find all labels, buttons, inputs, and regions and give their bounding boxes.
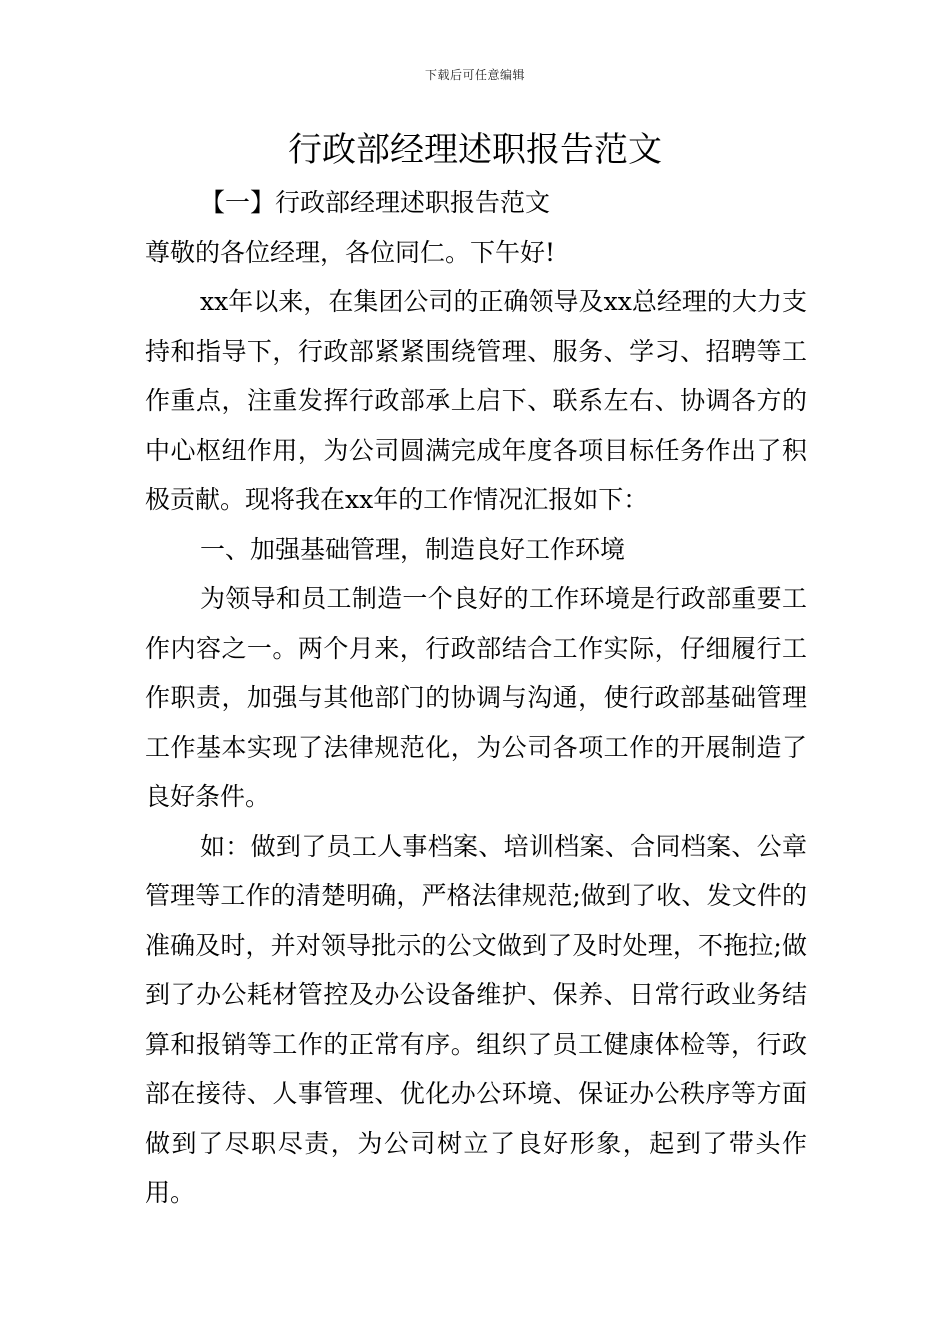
section-heading: 一、加强基础管理，制造良好工作环境 — [200, 534, 626, 564]
header-note: 下载后可任意编辑 — [424, 68, 525, 82]
document-subtitle: 【一】行政部经理述职报告范文 — [200, 188, 551, 217]
document-body — [145, 178, 807, 1218]
document-title: 行政部经理述职报告范文 — [288, 130, 662, 170]
paragraph-section-1: 为领导和员工制造一个良好的工作环境是行政部重要工作内容之一。两个月来，行政部结合工作实际，仔细履行工作职责，加强与其他部门的协调与沟通，使行政部基础管理工作基本实现了法律规范化，为公司各项工作的开展制造了良好条件。 — [145, 584, 807, 811]
paragraph-intro: xx年以来，在集团公司的正确领导及xx总经理的大力支持和指导下，行政部紧紧围绕管理、服务、学习、招聘等工作重点，注重发挥行政部承上启下、联系左右、协调各方的中心枢纽作用，为公司圆满完成年度各项目标任务作出了积极贡献。现将我在xx年的工作情况汇报如下： — [145, 287, 807, 514]
paragraph-examples: 如：做到了员工人事档案、培训档案、合同档案、公章管理等工作的清楚明确，严格法律规范;做到了收、发文件的准确及时，并对领导批示的公文做到了及时处理，不拖拉;做到了办公耗材管控及办公设备维护、保养、日常行政业务结算和报销等工作的正常有序。组织了员工健康体检等，行政部在接待、人事管理、优化办公环境、保证办公秩序等方面做到了尽职尽责，为公司树立了良好形象，起到了带头作用。 — [145, 831, 807, 1207]
greeting: 尊敬的各位经理，各位同仁。下午好! — [145, 237, 556, 267]
